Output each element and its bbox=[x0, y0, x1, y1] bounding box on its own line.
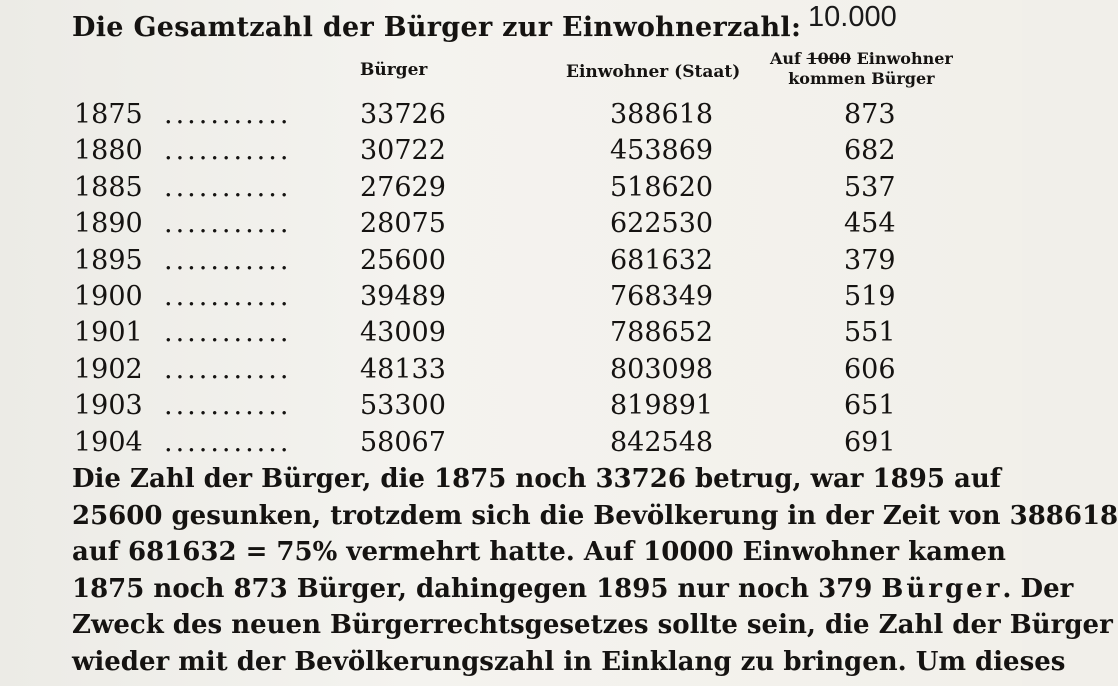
table-row bbox=[74, 352, 954, 388]
leader-dots: ........... bbox=[164, 390, 292, 422]
year-cell: 1901 bbox=[74, 317, 143, 349]
year-cell: 1904 bbox=[74, 426, 143, 458]
ratio-cell: 682 bbox=[844, 135, 896, 167]
column-header-buerger: Bürger bbox=[360, 60, 428, 80]
table-row bbox=[74, 388, 954, 424]
column-header-ratio bbox=[770, 49, 953, 89]
buerger-cell: 25600 bbox=[360, 244, 446, 276]
year-cell: 1902 bbox=[74, 353, 143, 385]
einwohner-cell: 518620 bbox=[610, 171, 714, 203]
ratio-cell: 519 bbox=[844, 280, 896, 312]
overlay-annotation-number: 10.000 bbox=[808, 1, 897, 33]
emphasized-word: Bürger bbox=[881, 573, 1003, 604]
einwohner-cell: 388618 bbox=[610, 99, 714, 130]
year-cell: 1875 bbox=[74, 99, 143, 130]
year-cell: 1880 bbox=[74, 135, 143, 167]
table-row bbox=[74, 97, 954, 133]
leader-dots: ........... bbox=[164, 135, 292, 167]
table-row bbox=[74, 133, 954, 169]
buerger-cell: 53300 bbox=[360, 390, 446, 422]
buerger-cell: 33726 bbox=[360, 99, 446, 130]
table-row bbox=[74, 170, 954, 206]
paragraph-line: wieder mit der Bevölkerungszahl in Einklang zu bringen. Um dieses bbox=[72, 646, 1066, 677]
einwohner-cell: 622530 bbox=[610, 208, 714, 240]
leader-dots: ........... bbox=[164, 317, 292, 349]
table-row bbox=[74, 279, 954, 315]
leader-dots: ........... bbox=[164, 244, 292, 276]
buerger-cell: 30722 bbox=[360, 135, 446, 167]
einwohner-cell: 819891 bbox=[610, 390, 714, 422]
year-cell: 1895 bbox=[74, 244, 143, 276]
paragraph-text: . Der bbox=[1002, 573, 1074, 604]
buerger-cell: 48133 bbox=[360, 353, 446, 385]
ratio-header-struck-number: 1000 bbox=[806, 49, 852, 68]
paragraph-line: Die Zahl der Bürger, die 1875 noch 33726 betrug, war 1895 auf bbox=[72, 464, 1001, 494]
ratio-cell: 379 bbox=[844, 244, 896, 276]
paragraph-line: auf 681632 = 75% vermehrt hatte. Auf 10000 Einwohner kamen bbox=[72, 537, 1006, 567]
population-table bbox=[74, 97, 954, 461]
year-cell: 1903 bbox=[74, 390, 143, 422]
body-paragraph bbox=[72, 461, 1118, 680]
ratio-cell: 551 bbox=[844, 317, 896, 349]
year-cell: 1900 bbox=[74, 280, 143, 312]
ratio-header-suffix: Einwohner bbox=[851, 49, 953, 68]
einwohner-cell: 842548 bbox=[610, 426, 714, 458]
paragraph-line: Zweck des neuen Bürgerrechtsgesetzes sollte sein, die Zahl der Bürger bbox=[72, 610, 1113, 640]
einwohner-cell: 768349 bbox=[610, 280, 714, 312]
buerger-cell: 27629 bbox=[360, 171, 446, 203]
buerger-cell: 39489 bbox=[360, 280, 446, 312]
buerger-cell: 43009 bbox=[360, 317, 446, 349]
ratio-cell: 537 bbox=[844, 171, 896, 203]
page-title: Die Gesamtzahl der Bürger zur Einwohnerzahl: bbox=[72, 12, 802, 43]
leader-dots: ........... bbox=[164, 353, 292, 385]
ratio-cell: 873 bbox=[844, 99, 896, 130]
leader-dots: ........... bbox=[164, 171, 292, 203]
leader-dots: ........... bbox=[164, 280, 292, 312]
buerger-cell: 58067 bbox=[360, 426, 446, 458]
year-cell: 1890 bbox=[74, 208, 143, 240]
table-row bbox=[74, 425, 954, 461]
einwohner-cell: 803098 bbox=[610, 353, 714, 385]
einwohner-cell: 681632 bbox=[610, 244, 714, 276]
leader-dots: ........... bbox=[164, 99, 292, 130]
leader-dots: ........... bbox=[164, 208, 292, 240]
paragraph-line: 25600 gesunken, trotzdem sich die Bevölkerung in der Zeit von 388618 bbox=[72, 500, 1118, 531]
ratio-header-prefix: Auf bbox=[770, 49, 807, 68]
paragraph-line bbox=[72, 571, 1074, 608]
ratio-cell: 651 bbox=[844, 390, 896, 422]
buerger-cell: 28075 bbox=[360, 208, 446, 240]
table-row bbox=[74, 315, 954, 351]
einwohner-cell: 788652 bbox=[610, 317, 714, 349]
ratio-header-line2: kommen Bürger bbox=[788, 69, 935, 88]
table-row bbox=[74, 206, 954, 242]
ratio-cell: 606 bbox=[844, 353, 896, 385]
year-cell: 1885 bbox=[74, 171, 143, 203]
column-header-einwohner: Einwohner (Staat) bbox=[566, 62, 741, 82]
paragraph-text: 1875 noch 873 Bürger, dahingegen 1895 nur noch 379 bbox=[72, 573, 882, 604]
table-row bbox=[74, 243, 954, 279]
leader-dots: ........... bbox=[164, 426, 292, 458]
ratio-cell: 691 bbox=[844, 426, 896, 458]
ratio-cell: 454 bbox=[844, 208, 896, 240]
einwohner-cell: 453869 bbox=[610, 135, 714, 167]
